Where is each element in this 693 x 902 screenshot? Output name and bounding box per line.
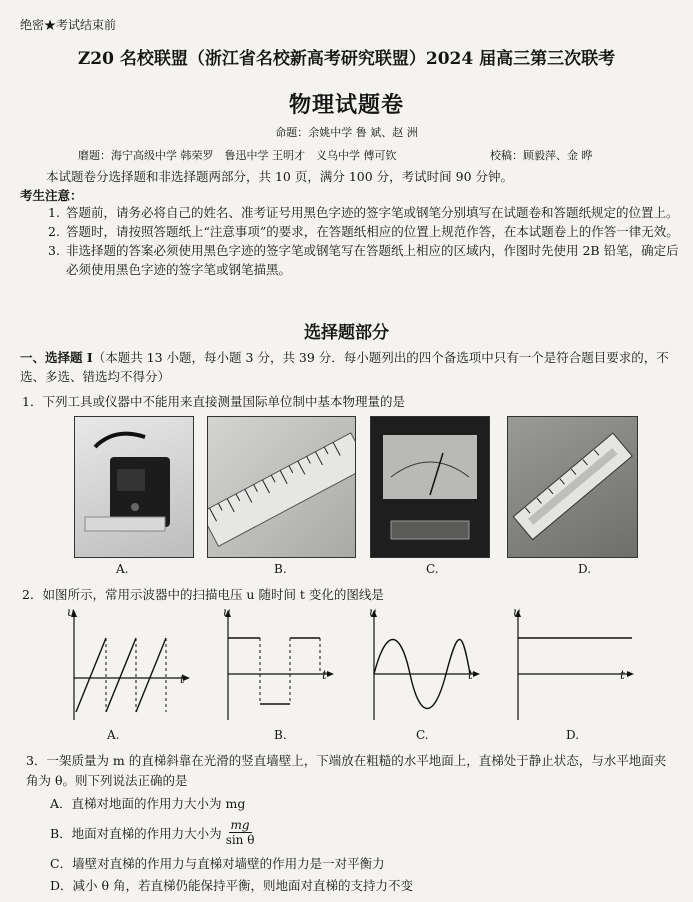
option-label: C. (426, 562, 439, 576)
option-label: D. (566, 728, 580, 742)
photo-ruler (207, 416, 356, 558)
option-label: B. (274, 728, 287, 742)
part-label: 一、选择题 Ⅰ (20, 350, 93, 365)
axis-u-label: u (513, 605, 521, 619)
notice-item-number: 2. (48, 224, 60, 239)
photo-timer-sensor (74, 416, 194, 558)
q3-option-b (50, 818, 254, 847)
option-label: A. (116, 562, 129, 576)
notice-item-text: 答题前，请务必将自己的姓名、准考证号用黑色字迹的签字笔或钢笔分别填写在试题卷和答题纸规定的位置上。 (66, 205, 679, 220)
notice-item-text: 非选择题的答案必须使用黑色字迹的签字笔或钢笔写在答题纸上相应的区域内，作图时先使用 2B 铅笔，确定后必须使用黑色字迹的签字笔或钢笔描黑。 (66, 243, 679, 277)
axis-u-label: u (369, 605, 377, 619)
q3-option-a: A．直梯对地面的作用力大小为 mg (50, 796, 246, 811)
proofreaders-line: 校稿：顾毅萍、金 晔 (490, 149, 593, 162)
q3-option-c: C．墙壁对直梯的作用力与直梯对墙壁的作用力是一对平衡力 (50, 856, 385, 871)
axis-t-label: t (468, 668, 473, 682)
notice-heading: 考生注意： (20, 188, 83, 203)
notice-item (48, 222, 691, 241)
reviewers-line: 磨题：海宁高级中学 韩荣罗 鲁迅中学 王明才 义乌中学 傅可钦 (78, 149, 397, 162)
notice-item (48, 241, 691, 279)
exam-title: Z20 名校联盟（浙江省名校新高考研究联盟）2024 届高三第三次联考 (77, 49, 616, 69)
graph-square-wave (218, 608, 338, 728)
axis-u-label: u (223, 605, 231, 619)
notice-item-number: 1. (48, 205, 60, 220)
authors-line: 命题：余姚中学 鲁 斌、赵 洲 (275, 126, 418, 139)
photo-meter (370, 416, 490, 558)
secret-label: 绝密★考试结束前 (20, 18, 117, 32)
fraction-numerator: mg (230, 818, 250, 832)
option-label: D. (578, 562, 592, 576)
paper-intro: 本试题卷分选择题和非选择题两部分，共 10 页，满分 100 分，考试时间 90 分钟。 (46, 169, 514, 184)
question-1-stem: 1．下列工具或仪器中不能用来直接测量国际单位制中基本物理量的是 (22, 394, 405, 409)
notice-item-number: 3. (48, 243, 60, 258)
axis-t-label: t (620, 668, 625, 682)
graph-constant (508, 608, 638, 728)
notice-item (48, 203, 691, 222)
q3-option-b-prefix: B．地面对直梯的作用力大小为 (50, 825, 222, 841)
graph-sine-wave (364, 608, 484, 728)
notice-item-text: 答题时，请按照答题纸上“注意事项”的要求，在答题纸相应的位置上规范作答，在本试题卷上的作答一律无效。 (66, 224, 679, 239)
section-title: 选择题部分 (304, 323, 389, 343)
question-3-stem: 3．一架质量为 m 的直梯斜靠在光滑的竖直墙壁上，下端放在粗糙的水平地面上，直梯处于静止状态，与水平地面夹角为 θ。则下列说法正确的是 (26, 753, 667, 788)
axis-t-label: t (180, 672, 185, 686)
part-one-description (20, 348, 675, 386)
option-label: B. (274, 562, 287, 576)
q3-option-d: D．减小 θ 角，若直梯仍能保持平衡，则地面对直梯的支持力不变 (50, 878, 413, 893)
option-label: A. (107, 728, 120, 742)
paper-subtitle: 物理试题卷 (288, 92, 404, 118)
option-label: C. (416, 728, 429, 742)
fraction (226, 818, 255, 847)
graph-sawtooth (62, 608, 192, 728)
axis-u-label: u (67, 605, 75, 619)
photo-spring-scale (507, 416, 638, 558)
fraction-denominator: sin θ (225, 833, 255, 847)
question-2-stem: 2．如图所示，常用示波器中的扫描电压 u 随时间 t 变化的图线是 (22, 587, 384, 602)
part-instructions: （本题共 13 小题，每小题 3 分，共 39 分．每小题列出的四个备选项中只有一个是符合题目要求的，不选、多选、错选均不得分） (20, 350, 669, 384)
axis-t-label: t (322, 668, 327, 682)
notice-list (48, 203, 691, 279)
